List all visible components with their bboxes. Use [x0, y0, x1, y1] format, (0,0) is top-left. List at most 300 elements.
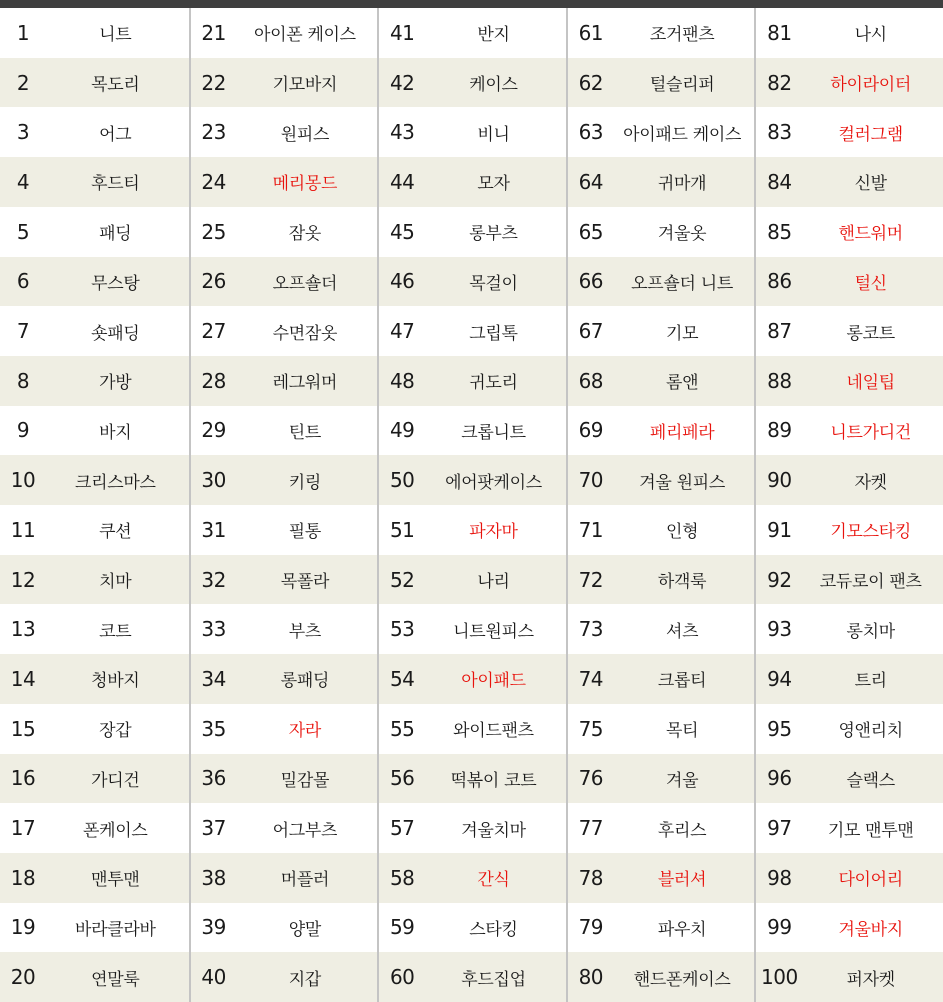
ranking-entry — [0, 604, 189, 654]
keyword-highlighted: 파자마 — [469, 522, 518, 543]
ranking-entry — [566, 555, 755, 605]
keyword-highlighted: 니트가디건 — [830, 422, 911, 443]
ranking-entry — [377, 903, 566, 953]
keyword: 레그워머 — [272, 373, 338, 394]
ranking-entry — [377, 803, 566, 853]
keyword-highlighted: 간식 — [477, 870, 510, 891]
keyword: 지갑 — [288, 969, 322, 990]
rank-number: 14 — [10, 666, 36, 691]
ranking-entry — [377, 952, 566, 1002]
rank-number: 22 — [201, 70, 226, 95]
rank-number: 43 — [389, 120, 415, 145]
keyword: 어그 — [99, 124, 132, 145]
keyword: 귀도리 — [469, 373, 518, 394]
keyword: 슬랙스 — [846, 770, 895, 791]
keyword: 아이폰 케이스 — [253, 25, 356, 46]
ranking-entry — [189, 803, 378, 853]
keyword: 잠옷 — [288, 224, 322, 245]
keyword-highlighted: 기모스타킹 — [830, 522, 911, 543]
keyword: 숏패딩 — [91, 323, 140, 344]
keyword: 목폴라 — [280, 572, 330, 593]
keyword: 패딩 — [99, 224, 132, 245]
keyword: 핸드폰케이스 — [633, 969, 731, 990]
keyword: 크리스마스 — [74, 472, 156, 493]
keyword: 하객룩 — [657, 572, 707, 593]
rank-number: 9 — [16, 418, 30, 443]
keyword: 장갑 — [99, 721, 132, 742]
rank-number: 50 — [389, 468, 415, 493]
rank-number: 10 — [10, 468, 36, 493]
ranking-entry — [566, 455, 755, 505]
ranking-entry — [566, 257, 755, 307]
rank-number: 87 — [767, 319, 792, 344]
rank-number: 58 — [389, 865, 415, 890]
rank-number: 25 — [201, 219, 226, 244]
keyword: 털슬리퍼 — [649, 75, 715, 96]
ranking-entry — [377, 58, 566, 108]
rank-number: 98 — [767, 865, 792, 890]
keyword-ranking-table — [0, 8, 943, 1002]
ranking-entry — [0, 306, 189, 356]
keyword: 쿠션 — [99, 522, 132, 543]
keyword-highlighted: 자라 — [288, 721, 322, 742]
rank-number: 40 — [201, 965, 226, 990]
rank-number: 23 — [201, 120, 226, 145]
keyword: 바라클라바 — [74, 919, 156, 940]
keyword: 퍼자켓 — [846, 969, 895, 990]
keyword: 스타킹 — [469, 919, 518, 940]
ranking-entry — [189, 8, 378, 58]
keyword: 무스탕 — [91, 273, 140, 294]
rank-number: 67 — [578, 319, 604, 344]
ranking-entry — [754, 952, 943, 1002]
rank-number: 15 — [10, 716, 36, 741]
keyword: 모자 — [477, 174, 510, 195]
rank-number: 66 — [578, 269, 604, 294]
keyword: 후드집업 — [461, 969, 526, 990]
ranking-entry — [754, 257, 943, 307]
rank-number: 88 — [767, 368, 792, 393]
ranking-entry — [189, 754, 378, 804]
keyword: 원피스 — [280, 124, 330, 145]
keyword: 기모 맨투맨 — [827, 820, 914, 841]
ranking-entry — [377, 754, 566, 804]
ranking-entry — [0, 107, 189, 157]
ranking-entry — [377, 654, 566, 704]
ranking-entry — [377, 604, 566, 654]
rank-number: 83 — [767, 120, 792, 145]
keyword: 어그부츠 — [272, 820, 338, 841]
ranking-entry — [754, 555, 943, 605]
rank-number: 29 — [201, 418, 226, 443]
rank-number: 81 — [767, 20, 792, 45]
rank-number: 95 — [767, 716, 792, 741]
rank-number: 59 — [389, 915, 415, 940]
keyword: 그립톡 — [469, 323, 518, 344]
rank-number: 97 — [767, 816, 792, 841]
ranking-entry — [377, 257, 566, 307]
ranking-entry — [754, 406, 943, 456]
ranking-entry — [189, 306, 378, 356]
keyword: 기모바지 — [272, 75, 338, 96]
ranking-entry — [377, 406, 566, 456]
ranking-entry — [0, 8, 189, 58]
rank-number: 13 — [10, 617, 36, 642]
ranking-entry — [566, 754, 755, 804]
ranking-entry — [377, 555, 566, 605]
rank-number: 72 — [578, 567, 604, 592]
ranking-entry — [377, 306, 566, 356]
rank-number: 73 — [578, 617, 604, 642]
rank-number: 19 — [10, 915, 36, 940]
ranking-entry — [377, 704, 566, 754]
keyword: 롱치마 — [846, 621, 895, 642]
rank-number: 57 — [389, 816, 415, 841]
keyword: 키링 — [288, 472, 322, 493]
keyword: 바지 — [99, 422, 132, 443]
rank-number: 7 — [16, 319, 30, 344]
ranking-entry — [566, 306, 755, 356]
ranking-entry — [189, 704, 378, 754]
keyword-highlighted: 페리페라 — [649, 422, 715, 443]
ranking-entry — [189, 853, 378, 903]
rank-number: 18 — [10, 865, 36, 890]
ranking-entry — [189, 654, 378, 704]
rank-number: 24 — [201, 169, 226, 194]
keyword: 가방 — [99, 373, 132, 394]
ranking-entry — [566, 654, 755, 704]
keyword: 니트원피스 — [453, 621, 534, 642]
ranking-entry — [377, 107, 566, 157]
keyword: 귀마개 — [657, 174, 707, 195]
rank-number: 26 — [201, 269, 226, 294]
rank-number: 20 — [10, 965, 36, 990]
keyword-highlighted: 아이패드 — [461, 671, 526, 692]
ranking-entry — [566, 8, 755, 58]
keyword-highlighted: 겨울바지 — [838, 919, 903, 940]
rank-number: 52 — [389, 567, 415, 592]
keyword: 청바지 — [91, 671, 140, 692]
rank-number: 35 — [201, 716, 226, 741]
keyword: 필통 — [288, 522, 322, 543]
rank-number: 85 — [767, 219, 792, 244]
keyword: 머플러 — [280, 870, 330, 891]
rank-number: 16 — [10, 766, 36, 791]
ranking-entry — [189, 58, 378, 108]
ranking-entry — [0, 207, 189, 257]
rank-number: 80 — [578, 965, 604, 990]
rank-number: 37 — [201, 816, 226, 841]
rank-number: 68 — [578, 368, 604, 393]
ranking-entry — [754, 803, 943, 853]
rank-number: 31 — [201, 517, 226, 542]
ranking-entry — [189, 356, 378, 406]
ranking-entry — [566, 157, 755, 207]
ranking-entry — [377, 8, 566, 58]
rank-number: 4 — [16, 169, 30, 194]
ranking-entry — [189, 952, 378, 1002]
rank-number: 76 — [578, 766, 604, 791]
keyword-highlighted: 다이어리 — [838, 870, 903, 891]
rank-number: 74 — [578, 666, 604, 691]
keyword-highlighted: 컬러그램 — [838, 124, 903, 145]
keyword-highlighted: 블러셔 — [657, 870, 707, 891]
keyword: 트리 — [854, 671, 887, 692]
rank-number: 12 — [10, 567, 36, 592]
ranking-entry — [566, 107, 755, 157]
keyword: 니트 — [99, 25, 132, 46]
keyword: 영앤리치 — [838, 721, 903, 742]
rank-number: 84 — [767, 169, 792, 194]
rank-number: 39 — [201, 915, 226, 940]
ranking-entry — [566, 207, 755, 257]
rank-number: 6 — [16, 269, 30, 294]
rank-number: 60 — [389, 965, 415, 990]
ranking-entry — [754, 754, 943, 804]
ranking-entry — [566, 356, 755, 406]
rank-number: 28 — [201, 368, 226, 393]
rank-number: 36 — [201, 766, 226, 791]
ranking-entry — [754, 356, 943, 406]
ranking-entry — [754, 654, 943, 704]
ranking-entry — [0, 903, 189, 953]
keyword: 코듀로이 팬츠 — [819, 572, 922, 593]
rank-number: 70 — [578, 468, 604, 493]
rank-number: 78 — [578, 865, 604, 890]
keyword: 크롭니트 — [461, 422, 526, 443]
rank-number: 56 — [389, 766, 415, 791]
keyword: 겨울 원피스 — [639, 472, 725, 493]
keyword: 밀감몰 — [280, 770, 330, 791]
keyword: 크롭티 — [657, 671, 707, 692]
keyword: 롱코트 — [846, 323, 895, 344]
keyword: 셔츠 — [665, 621, 699, 642]
ranking-entry — [566, 505, 755, 555]
keyword: 겨울치마 — [461, 820, 526, 841]
ranking-entry — [754, 505, 943, 555]
keyword-highlighted: 메리몽드 — [272, 174, 338, 195]
keyword: 아이패드 케이스 — [623, 124, 742, 145]
rank-number: 38 — [201, 865, 226, 890]
keyword: 맨투맨 — [91, 870, 140, 891]
ranking-entry — [377, 853, 566, 903]
ranking-entry — [566, 903, 755, 953]
ranking-entry — [377, 356, 566, 406]
ranking-entry — [754, 604, 943, 654]
ranking-entry — [189, 555, 378, 605]
keyword: 기모 — [665, 323, 699, 344]
keyword-highlighted: 털신 — [854, 273, 887, 294]
keyword: 비니 — [477, 124, 510, 145]
rank-number: 41 — [389, 20, 415, 45]
top-border-bar — [0, 0, 943, 8]
ranking-entry — [189, 604, 378, 654]
ranking-entry — [0, 754, 189, 804]
rank-number: 62 — [578, 70, 604, 95]
rank-number: 86 — [767, 269, 792, 294]
ranking-entry — [566, 952, 755, 1002]
rank-number: 54 — [389, 666, 415, 691]
rank-number: 34 — [201, 666, 226, 691]
rank-number: 99 — [767, 915, 792, 940]
ranking-entry — [0, 157, 189, 207]
keyword: 나리 — [477, 572, 510, 593]
rank-number: 30 — [201, 468, 226, 493]
rank-number: 63 — [578, 120, 604, 145]
rank-number: 8 — [16, 368, 30, 393]
rank-number: 64 — [578, 169, 604, 194]
rank-number: 61 — [578, 20, 604, 45]
keyword: 와이드팬츠 — [453, 721, 534, 742]
keyword: 연말룩 — [91, 969, 140, 990]
keyword: 수면잠옷 — [272, 323, 338, 344]
rank-number: 90 — [767, 468, 792, 493]
keyword-highlighted: 네일팁 — [846, 373, 895, 394]
ranking-entry — [566, 704, 755, 754]
ranking-entry — [566, 853, 755, 903]
keyword: 목걸이 — [469, 273, 518, 294]
ranking-entry — [754, 306, 943, 356]
ranking-entry — [189, 406, 378, 456]
ranking-entry — [377, 455, 566, 505]
ranking-entry — [189, 207, 378, 257]
ranking-entry — [189, 157, 378, 207]
keyword: 조거팬츠 — [649, 25, 715, 46]
rank-number: 100 — [761, 965, 798, 990]
ranking-entry — [0, 704, 189, 754]
rank-number: 17 — [10, 816, 36, 841]
keyword: 롱패딩 — [280, 671, 330, 692]
rank-number: 93 — [767, 617, 792, 642]
rank-number: 48 — [389, 368, 415, 393]
rank-number: 47 — [389, 319, 415, 344]
ranking-entry — [189, 903, 378, 953]
rank-number: 5 — [16, 219, 30, 244]
ranking-entry — [189, 505, 378, 555]
ranking-entry — [754, 207, 943, 257]
rank-number: 71 — [578, 517, 604, 542]
ranking-entry — [754, 853, 943, 903]
rank-number: 53 — [389, 617, 415, 642]
keyword: 목도리 — [91, 75, 140, 96]
rank-number: 11 — [10, 517, 36, 542]
ranking-entry — [0, 356, 189, 406]
rank-number: 94 — [767, 666, 792, 691]
rank-number: 27 — [201, 319, 226, 344]
ranking-entry — [0, 455, 189, 505]
ranking-entry — [754, 455, 943, 505]
rank-number: 89 — [767, 418, 792, 443]
keyword: 틴트 — [288, 422, 322, 443]
keyword: 케이스 — [469, 75, 518, 96]
keyword: 인형 — [665, 522, 699, 543]
ranking-entry — [0, 58, 189, 108]
rank-number: 33 — [201, 617, 226, 642]
ranking-entry — [566, 58, 755, 108]
keyword: 롱부츠 — [469, 224, 518, 245]
keyword: 후리스 — [657, 820, 707, 841]
ranking-entry — [189, 455, 378, 505]
rank-number: 75 — [578, 716, 604, 741]
keyword: 부츠 — [288, 621, 322, 642]
keyword: 반지 — [477, 25, 510, 46]
ranking-entry — [566, 604, 755, 654]
ranking-entry — [566, 406, 755, 456]
ranking-entry — [754, 704, 943, 754]
rank-number: 44 — [389, 169, 415, 194]
ranking-entry — [0, 257, 189, 307]
keyword: 코트 — [99, 621, 132, 642]
keyword: 에어팟케이스 — [445, 472, 542, 493]
keyword: 롬앤 — [665, 373, 699, 394]
keyword: 나시 — [854, 25, 887, 46]
rank-number: 92 — [767, 567, 792, 592]
rank-number: 77 — [578, 816, 604, 841]
rank-number: 32 — [201, 567, 226, 592]
rank-number: 65 — [578, 219, 604, 244]
keyword: 목티 — [665, 721, 699, 742]
rank-number: 46 — [389, 269, 415, 294]
keyword: 겨울옷 — [657, 224, 707, 245]
rank-number: 3 — [16, 120, 30, 145]
keyword: 치마 — [99, 572, 132, 593]
rank-number: 79 — [578, 915, 604, 940]
keyword: 자켓 — [854, 472, 887, 493]
keyword: 폰케이스 — [83, 820, 148, 841]
rank-number: 2 — [16, 70, 30, 95]
ranking-entry — [377, 207, 566, 257]
rank-number: 49 — [389, 418, 415, 443]
keyword: 떡볶이 코트 — [450, 770, 537, 791]
ranking-entry — [377, 505, 566, 555]
keyword: 후드티 — [91, 174, 140, 195]
ranking-entry — [754, 8, 943, 58]
ranking-entry — [0, 654, 189, 704]
keyword: 오프숄더 — [272, 273, 338, 294]
keyword: 신발 — [854, 174, 887, 195]
ranking-entry — [754, 903, 943, 953]
ranking-entry — [0, 505, 189, 555]
keyword-highlighted: 핸드워머 — [838, 224, 903, 245]
rank-number: 91 — [767, 517, 792, 542]
rank-number: 51 — [389, 517, 415, 542]
ranking-entry — [754, 107, 943, 157]
ranking-entry — [0, 952, 189, 1002]
keyword: 가디건 — [91, 770, 140, 791]
ranking-entry — [0, 406, 189, 456]
ranking-entry — [0, 555, 189, 605]
ranking-entry — [566, 803, 755, 853]
ranking-entry — [189, 257, 378, 307]
keyword: 겨울 — [665, 770, 699, 791]
rank-number: 69 — [578, 418, 604, 443]
rank-number: 45 — [389, 219, 415, 244]
ranking-entry — [0, 803, 189, 853]
ranking-entry — [377, 157, 566, 207]
keyword: 파우치 — [657, 919, 707, 940]
ranking-entry — [754, 157, 943, 207]
ranking-entry — [0, 853, 189, 903]
rank-number: 21 — [201, 20, 226, 45]
rank-number: 1 — [16, 20, 30, 45]
rank-number: 55 — [389, 716, 415, 741]
rank-number: 96 — [767, 766, 792, 791]
keyword-highlighted: 하이라이터 — [830, 75, 911, 96]
keyword: 양말 — [288, 919, 322, 940]
keyword: 오프숄더 니트 — [631, 273, 734, 294]
rank-number: 42 — [389, 70, 415, 95]
ranking-entry — [754, 58, 943, 108]
